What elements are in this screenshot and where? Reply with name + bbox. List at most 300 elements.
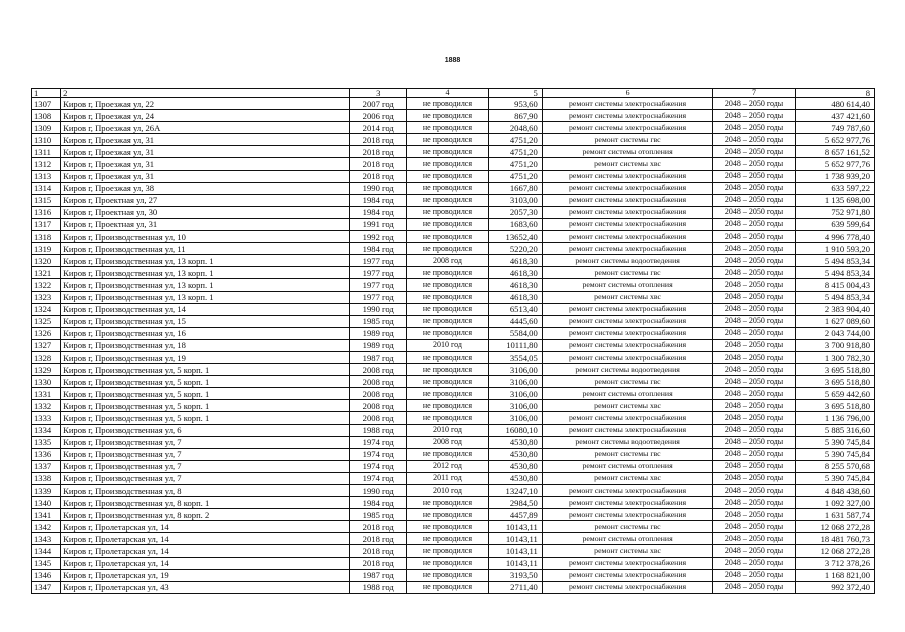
cell-last-repair-year: не проводился [407,146,488,158]
cell-address: Киров г, Проезжая ул, 24 [61,110,350,122]
cell-last-repair-year: не проводился [407,448,488,460]
cell-cost: 5 652 977,76 [795,134,874,146]
cell-repair-type: ремонт системы электроснабжения [542,485,713,497]
cell-row-number: 1345 [32,557,61,569]
cell-period: 2048 – 2050 годы [713,206,795,218]
cell-row-number: 1337 [32,460,61,472]
cell-last-repair-year: не проводился [407,569,488,581]
cell-row-number: 1335 [32,436,61,448]
cell-period: 2048 – 2050 годы [713,460,795,472]
cell-address: Киров г, Производственная ул, 5 корп. 1 [61,412,350,424]
cell-row-number: 1327 [32,339,61,351]
cell-repair-type: ремонт системы электроснабжения [542,303,713,315]
cell-row-number: 1346 [32,569,61,581]
header-col-6: 6 [542,89,713,98]
cell-row-number: 1336 [32,448,61,460]
cell-area: 4618,30 [488,291,542,303]
cell-address: Киров г, Производственная ул, 14 [61,303,350,315]
cell-address: Киров г, Пролетарская ул, 14 [61,557,350,569]
cell-build-year: 1990 год [350,485,407,497]
cell-area: 10143,11 [488,557,542,569]
cell-period: 2048 – 2050 годы [713,509,795,521]
cell-area: 3193,50 [488,569,542,581]
cell-repair-type: ремонт системы электроснабжения [542,170,713,182]
cell-row-number: 1338 [32,472,61,484]
cell-row-number: 1309 [32,122,61,134]
cell-build-year: 2007 год [350,98,407,110]
cell-cost: 1 631 587,74 [795,509,874,521]
cell-build-year: 1988 год [350,581,407,593]
cell-cost: 1 168 821,00 [795,569,874,581]
cell-address: Киров г, Производственная ул, 13 корп. 1 [61,267,350,279]
cell-last-repair-year: не проводился [407,98,488,110]
cell-last-repair-year: не проводился [407,182,488,194]
cell-row-number: 1329 [32,364,61,376]
cell-cost: 8 415 004,43 [795,279,874,291]
table-row [32,460,875,472]
header-col-4: 4 [407,89,488,98]
cell-row-number: 1312 [32,158,61,170]
cell-build-year: 2018 год [350,521,407,533]
cell-cost: 18 481 760,73 [795,533,874,545]
cell-cost: 480 614,40 [795,98,874,110]
cell-row-number: 1347 [32,581,61,593]
cell-address: Киров г, Производственная ул, 7 [61,460,350,472]
table-row [32,339,875,351]
cell-period: 2048 – 2050 годы [713,569,795,581]
cell-last-repair-year: не проводился [407,206,488,218]
cell-area: 4530,80 [488,472,542,484]
cell-repair-type: ремонт системы электроснабжения [542,569,713,581]
table-row [32,243,875,255]
cell-row-number: 1315 [32,194,61,206]
cell-period: 2048 – 2050 годы [713,218,795,230]
cell-last-repair-year: не проводился [407,497,488,509]
cell-build-year: 1985 год [350,509,407,521]
cell-period: 2048 – 2050 годы [713,110,795,122]
table-row [32,364,875,376]
cell-address: Киров г, Производственная ул, 13 корп. 1 [61,255,350,267]
table-row [32,388,875,400]
cell-period: 2048 – 2050 годы [713,533,795,545]
cell-cost: 4 996 778,40 [795,231,874,243]
table-row [32,327,875,339]
cell-period: 2048 – 2050 годы [713,364,795,376]
cell-period: 2048 – 2050 годы [713,424,795,436]
cell-last-repair-year: не проводился [407,243,488,255]
cell-period: 2048 – 2050 годы [713,327,795,339]
cell-last-repair-year: 2011 год [407,472,488,484]
cell-build-year: 2006 год [350,110,407,122]
cell-row-number: 1323 [32,291,61,303]
cell-period: 2048 – 2050 годы [713,267,795,279]
cell-address: Киров г, Проектная ул, 30 [61,206,350,218]
cell-area: 3106,00 [488,376,542,388]
cell-cost: 1 300 782,30 [795,351,874,363]
cell-repair-type: ремонт системы хвс [542,400,713,412]
cell-repair-type: ремонт системы электроснабжения [542,206,713,218]
cell-address: Киров г, Проезжая ул, 38 [61,182,350,194]
cell-period: 2048 – 2050 годы [713,339,795,351]
table-row [32,194,875,206]
cell-row-number: 1320 [32,255,61,267]
header-col-2: 2 [61,89,350,98]
cell-cost: 633 597,22 [795,182,874,194]
cell-last-repair-year: не проводился [407,521,488,533]
cell-build-year: 2008 год [350,364,407,376]
cell-last-repair-year: не проводился [407,158,488,170]
cell-cost: 752 971,80 [795,206,874,218]
cell-area: 4445,60 [488,315,542,327]
cell-build-year: 1990 год [350,303,407,315]
cell-row-number: 1341 [32,509,61,521]
cell-build-year: 1989 год [350,339,407,351]
cell-address: Киров г, Проезжая ул, 31 [61,170,350,182]
cell-cost: 3 712 378,26 [795,557,874,569]
cell-row-number: 1332 [32,400,61,412]
cell-repair-type: ремонт системы электроснабжения [542,557,713,569]
cell-period: 2048 – 2050 годы [713,255,795,267]
cell-last-repair-year: не проводился [407,279,488,291]
cell-row-number: 1322 [32,279,61,291]
cell-address: Киров г, Пролетарская ул, 19 [61,569,350,581]
cell-repair-type: ремонт системы электроснабжения [542,581,713,593]
cell-repair-type: ремонт системы электроснабжения [542,351,713,363]
table-row [32,533,875,545]
cell-address: Киров г, Проезжая ул, 31 [61,134,350,146]
cell-address: Киров г, Пролетарская ул, 43 [61,581,350,593]
cell-build-year: 1977 год [350,291,407,303]
cell-last-repair-year: не проводился [407,110,488,122]
cell-repair-type: ремонт системы электроснабжения [542,339,713,351]
cell-last-repair-year: 2010 год [407,424,488,436]
cell-repair-type: ремонт системы отопления [542,279,713,291]
cell-repair-type: ремонт системы электроснабжения [542,122,713,134]
table-row [32,134,875,146]
cell-address: Киров г, Производственная ул, 6 [61,424,350,436]
cell-cost: 5 885 316,60 [795,424,874,436]
cell-row-number: 1314 [32,182,61,194]
cell-address: Киров г, Проектная ул, 27 [61,194,350,206]
cell-repair-type: ремонт системы отопления [542,388,713,400]
cell-row-number: 1313 [32,170,61,182]
cell-cost: 5 390 745,84 [795,436,874,448]
cell-build-year: 1985 год [350,315,407,327]
cell-cost: 1 136 796,00 [795,412,874,424]
table-row [32,351,875,363]
cell-period: 2048 – 2050 годы [713,122,795,134]
cell-area: 953,60 [488,98,542,110]
cell-period: 2048 – 2050 годы [713,243,795,255]
cell-address: Киров г, Производственная ул, 5 корп. 1 [61,400,350,412]
cell-last-repair-year: не проводился [407,400,488,412]
cell-last-repair-year: не проводился [407,388,488,400]
cell-cost: 2 043 744,00 [795,327,874,339]
cell-build-year: 1990 год [350,182,407,194]
cell-cost: 1 135 698,00 [795,194,874,206]
cell-row-number: 1307 [32,98,61,110]
cell-row-number: 1326 [32,327,61,339]
cell-area: 2984,50 [488,497,542,509]
cell-area: 3106,00 [488,400,542,412]
cell-build-year: 1984 год [350,206,407,218]
cell-last-repair-year: не проводился [407,134,488,146]
cell-address: Киров г, Производственная ул, 10 [61,231,350,243]
cell-period: 2048 – 2050 годы [713,158,795,170]
cell-period: 2048 – 2050 годы [713,545,795,557]
cell-address: Киров г, Производственная ул, 5 корп. 1 [61,364,350,376]
cell-build-year: 2018 год [350,158,407,170]
cell-cost: 437 421,60 [795,110,874,122]
cell-address: Киров г, Производственная ул, 7 [61,436,350,448]
cell-row-number: 1316 [32,206,61,218]
cell-build-year: 2008 год [350,376,407,388]
cell-address: Киров г, Производственная ул, 16 [61,327,350,339]
cell-last-repair-year: не проводился [407,122,488,134]
cell-build-year: 1974 год [350,448,407,460]
cell-row-number: 1311 [32,146,61,158]
cell-cost: 3 700 918,80 [795,339,874,351]
cell-address: Киров г, Производственная ул, 7 [61,448,350,460]
cell-area: 4457,89 [488,509,542,521]
cell-build-year: 1977 год [350,267,407,279]
cell-last-repair-year: не проводился [407,351,488,363]
table-row [32,122,875,134]
cell-build-year: 1977 год [350,279,407,291]
cell-cost: 5 652 977,76 [795,158,874,170]
table-row [32,545,875,557]
cell-last-repair-year: не проводился [407,581,488,593]
table-row [32,255,875,267]
cell-repair-type: ремонт системы электроснабжения [542,182,713,194]
cell-repair-type: ремонт системы хвс [542,158,713,170]
cell-address: Киров г, Производственная ул, 7 [61,472,350,484]
cell-row-number: 1340 [32,497,61,509]
cell-row-number: 1310 [32,134,61,146]
table-row [32,376,875,388]
table-row [32,485,875,497]
cell-area: 5584,00 [488,327,542,339]
cell-period: 2048 – 2050 годы [713,98,795,110]
cell-period: 2048 – 2050 годы [713,400,795,412]
cell-row-number: 1318 [32,231,61,243]
header-col-8: 8 [795,89,874,98]
cell-area: 10143,11 [488,521,542,533]
cell-cost: 5 494 853,34 [795,291,874,303]
cell-last-repair-year: 2010 год [407,339,488,351]
cell-area: 3106,00 [488,388,542,400]
cell-period: 2048 – 2050 годы [713,412,795,424]
header-col-1: 1 [32,89,61,98]
cell-last-repair-year: не проводился [407,533,488,545]
cell-repair-type: ремонт системы электроснабжения [542,218,713,230]
cell-last-repair-year: не проводился [407,315,488,327]
cell-area: 4751,20 [488,146,542,158]
cell-area: 4530,80 [488,460,542,472]
cell-build-year: 1991 год [350,218,407,230]
cell-period: 2048 – 2050 годы [713,376,795,388]
cell-build-year: 2008 год [350,412,407,424]
cell-area: 5220,20 [488,243,542,255]
cell-last-repair-year: 2012 год [407,460,488,472]
table-row [32,472,875,484]
cell-area: 4618,30 [488,279,542,291]
cell-address: Киров г, Производственная ул, 15 [61,315,350,327]
table-row [32,497,875,509]
cell-cost: 4 848 438,60 [795,485,874,497]
cell-period: 2048 – 2050 годы [713,291,795,303]
table-row [32,400,875,412]
cell-area: 10143,11 [488,545,542,557]
cell-area: 2048,60 [488,122,542,134]
cell-period: 2048 – 2050 годы [713,436,795,448]
cell-last-repair-year: не проводился [407,327,488,339]
cell-cost: 3 695 518,80 [795,376,874,388]
cell-repair-type: ремонт системы гвс [542,521,713,533]
cell-address: Киров г, Производственная ул, 5 корп. 1 [61,376,350,388]
cell-address: Киров г, Пролетарская ул, 14 [61,533,350,545]
cell-row-number: 1325 [32,315,61,327]
cell-address: Киров г, Проезжая ул, 31 [61,146,350,158]
cell-area: 1683,60 [488,218,542,230]
cell-repair-type: ремонт системы отопления [542,146,713,158]
cell-last-repair-year: 2008 год [407,436,488,448]
table-row [32,303,875,315]
cell-repair-type: ремонт системы электроснабжения [542,231,713,243]
cell-repair-type: ремонт системы отопления [542,533,713,545]
cell-repair-type: ремонт системы хвс [542,291,713,303]
cell-build-year: 1974 год [350,460,407,472]
cell-row-number: 1331 [32,388,61,400]
cell-repair-type: ремонт системы электроснабжения [542,243,713,255]
cell-cost: 3 695 518,80 [795,400,874,412]
table-row [32,110,875,122]
cell-repair-type: ремонт системы электроснабжения [542,412,713,424]
cell-last-repair-year: 2008 год [407,255,488,267]
cell-build-year: 2018 год [350,170,407,182]
cell-address: Киров г, Производственная ул, 8 корп. 1 [61,497,350,509]
page-number: 1888 [444,57,461,64]
cell-last-repair-year: не проводился [407,303,488,315]
cell-area: 4530,80 [488,436,542,448]
cell-repair-type: ремонт системы электроснабжения [542,509,713,521]
cell-area: 13247,10 [488,485,542,497]
cell-last-repair-year: не проводился [407,545,488,557]
cell-last-repair-year: не проводился [407,376,488,388]
table-row [32,279,875,291]
table-row [32,146,875,158]
header-col-3: 3 [350,89,407,98]
cell-area: 4751,20 [488,134,542,146]
cell-address: Киров г, Производственная ул, 8 корп. 2 [61,509,350,521]
cell-build-year: 1974 год [350,472,407,484]
cell-build-year: 2018 год [350,545,407,557]
cell-cost: 12 068 272,28 [795,521,874,533]
table-row [32,182,875,194]
table-row [32,170,875,182]
cell-row-number: 1330 [32,376,61,388]
cell-last-repair-year: не проводился [407,194,488,206]
cell-cost: 12 068 272,28 [795,545,874,557]
cell-area: 2711,40 [488,581,542,593]
cell-area: 2057,30 [488,206,542,218]
cell-build-year: 2018 год [350,134,407,146]
cell-period: 2048 – 2050 годы [713,146,795,158]
cell-build-year: 1987 год [350,569,407,581]
cell-cost: 3 695 518,80 [795,364,874,376]
cell-period: 2048 – 2050 годы [713,388,795,400]
cell-row-number: 1308 [32,110,61,122]
cell-build-year: 2018 год [350,533,407,545]
cell-row-number: 1328 [32,351,61,363]
cell-build-year: 2014 год [350,122,407,134]
cell-period: 2048 – 2050 годы [713,521,795,533]
cell-repair-type: ремонт системы электроснабжения [542,327,713,339]
cell-row-number: 1321 [32,267,61,279]
cell-area: 10111,80 [488,339,542,351]
cell-cost: 2 383 904,40 [795,303,874,315]
cell-row-number: 1343 [32,533,61,545]
cell-row-number: 1339 [32,485,61,497]
table-row [32,424,875,436]
cell-area: 4751,20 [488,170,542,182]
table-row [32,206,875,218]
cell-repair-type: ремонт системы хвс [542,472,713,484]
cell-cost: 5 390 745,84 [795,472,874,484]
cell-repair-type: ремонт системы гвс [542,134,713,146]
cell-last-repair-year: не проводился [407,267,488,279]
cell-build-year: 1987 год [350,351,407,363]
cell-cost: 5 659 442,60 [795,388,874,400]
cell-area: 10143,11 [488,533,542,545]
cell-area: 6513,40 [488,303,542,315]
cell-address: Киров г, Производственная ул, 18 [61,339,350,351]
cell-period: 2048 – 2050 годы [713,303,795,315]
cell-address: Киров г, Производственная ул, 5 корп. 1 [61,388,350,400]
cell-row-number: 1344 [32,545,61,557]
table-row [32,521,875,533]
table-row [32,267,875,279]
cell-area: 4618,30 [488,255,542,267]
cell-period: 2048 – 2050 годы [713,557,795,569]
cell-row-number: 1342 [32,521,61,533]
cell-repair-type: ремонт системы хвс [542,545,713,557]
cell-build-year: 2008 год [350,400,407,412]
cell-build-year: 2018 год [350,557,407,569]
cell-cost: 8 255 570,68 [795,460,874,472]
table-row [32,557,875,569]
cell-row-number: 1317 [32,218,61,230]
table-row [32,436,875,448]
cell-cost: 992 372,40 [795,581,874,593]
table-row [32,509,875,521]
cell-last-repair-year: не проводился [407,412,488,424]
cell-row-number: 1333 [32,412,61,424]
header-row [32,89,875,98]
cell-period: 2048 – 2050 годы [713,351,795,363]
table-row [32,412,875,424]
cell-last-repair-year: не проводился [407,509,488,521]
table-row [32,315,875,327]
cell-last-repair-year: не проводился [407,364,488,376]
cell-area: 13652,40 [488,231,542,243]
cell-cost: 639 599,64 [795,218,874,230]
cell-period: 2048 – 2050 годы [713,231,795,243]
cell-row-number: 1324 [32,303,61,315]
cell-cost: 749 787,60 [795,122,874,134]
table-row [32,158,875,170]
cell-last-repair-year: не проводился [407,170,488,182]
